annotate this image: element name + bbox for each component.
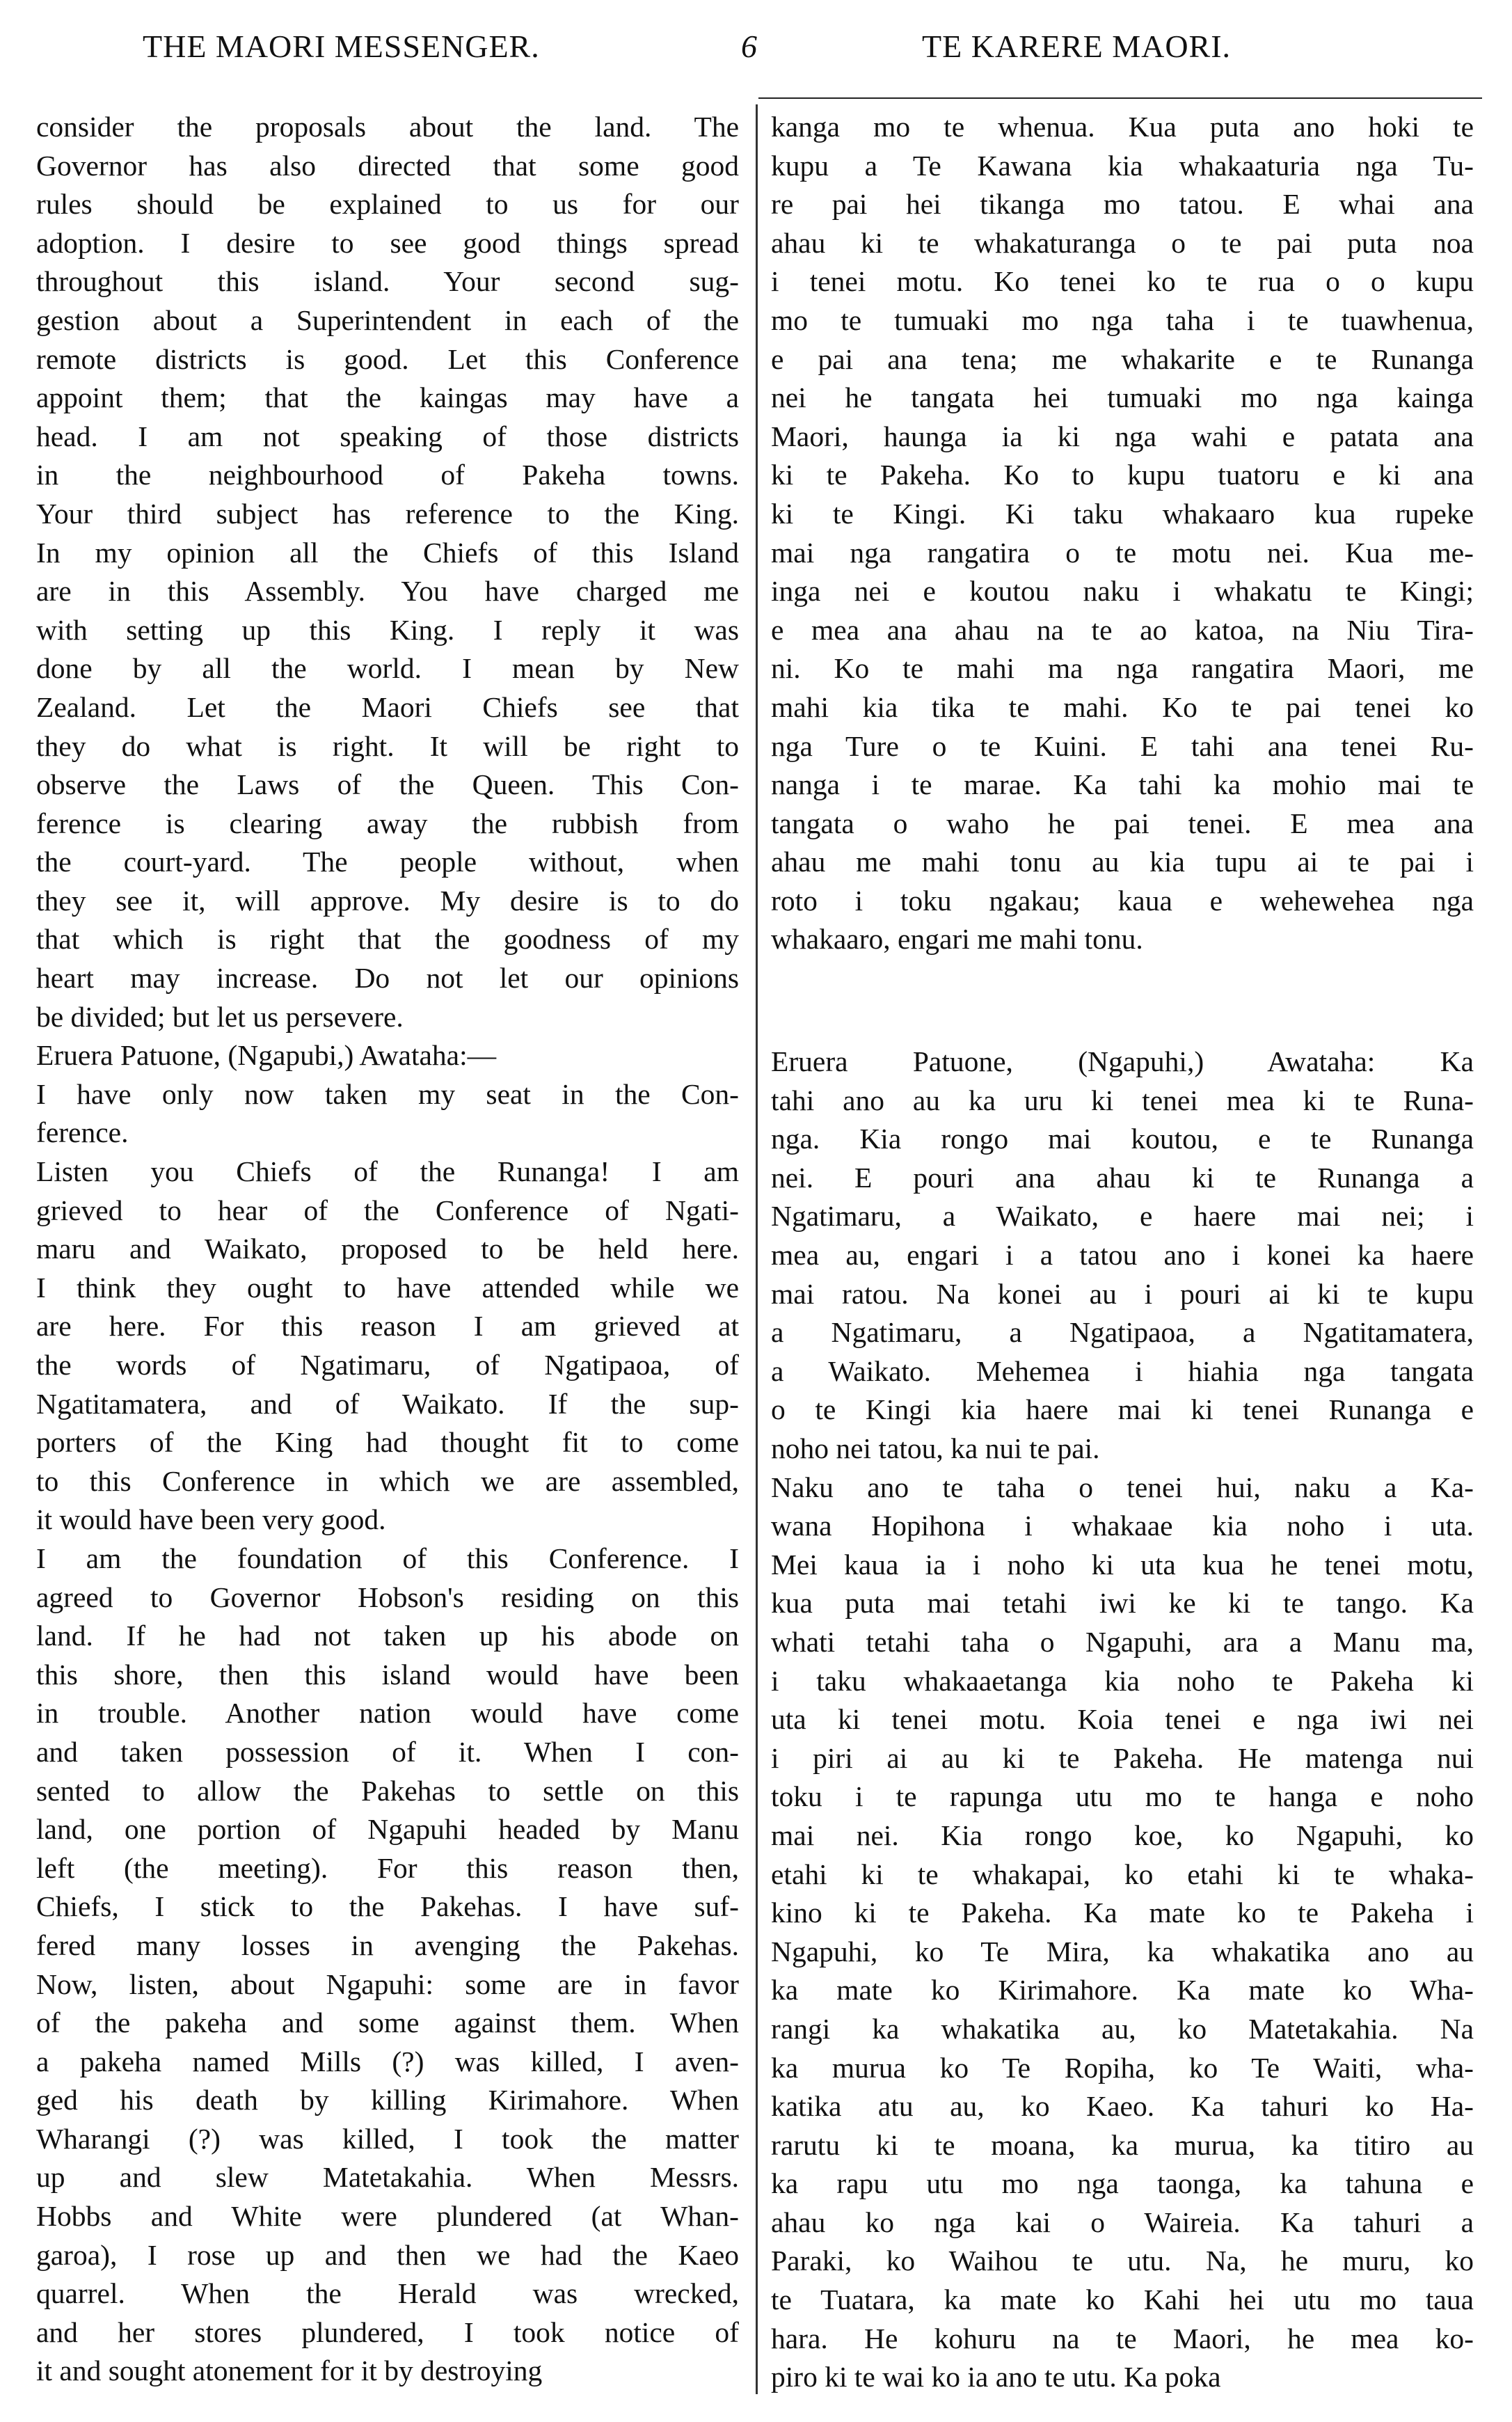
text-line: sented to allow the Pakehas to settle on this: [36, 1774, 739, 1807]
maori-title: TE KARERE MAORI.: [922, 29, 1232, 64]
header-rule: [758, 97, 1482, 99]
text-line: porters of the King had thought fit to come: [36, 1426, 739, 1459]
text-line: that which is right that the goodness of my: [36, 923, 739, 956]
text-line: i tenei motu. Ko tenei ko te rua o o kupu: [771, 265, 1474, 298]
text-line: Eruera Patuone, (Ngapubi,) Awataha:—: [36, 1039, 497, 1072]
text-line: Chiefs, I stick to the Pakehas. I have suf-: [36, 1890, 739, 1923]
text-line: up and slew Matetakahia. When Messrs.: [36, 2161, 739, 2194]
text-line: Your third subject has reference to the King.: [36, 497, 739, 530]
text-line: uta ki tenei motu. Koia tenei e nga iwi nei: [771, 1703, 1474, 1736]
text-line: kanga mo te whenua. Kua puta ano hoki te: [771, 111, 1474, 143]
text-line: quarrel. When the Herald was wrecked,: [36, 2277, 739, 2310]
text-line: mahi kia tika te mahi. Ko te pai tenei ko: [771, 690, 1474, 723]
text-line: te Tuatara, ka mate ko Kahi hei utu mo taua: [771, 2284, 1474, 2316]
text-line: i piri ai au ki te Pakeha. He matenga nui: [771, 1741, 1474, 1774]
text-line: they do what is right. It will be right to: [36, 729, 739, 762]
text-line: Mei kaua ia i noho ki uta kua he tenei motu,: [771, 1548, 1474, 1581]
english-title: THE MAORI MESSENGER.: [143, 29, 540, 64]
text-line: mo te tumuaki mo nga taha i te tuawhenua,: [771, 303, 1474, 336]
text-line: Eruera Patuone, (Ngapuhi,) Awataha: Ka: [771, 1045, 1474, 1078]
text-line: ki te Pakeha. Ko to kupu tuatoru e ki ana: [771, 459, 1474, 491]
text-line: Ngatitamatera, and of Waikato. If the sup-: [36, 1387, 739, 1420]
text-line: this shore, then this island would have been: [36, 1658, 739, 1691]
text-line: Wharangi (?) was killed, I took the matter: [36, 2122, 739, 2155]
text-line: toku i te rapunga utu mo te hanga e noho: [771, 1780, 1474, 1813]
page-number: 6: [741, 29, 758, 64]
text-line: grieved to hear of the Conference of Ngati-: [36, 1194, 739, 1226]
text-line: ki te Kingi. Ki taku whakaaro kua rupeke: [771, 497, 1474, 530]
text-line: fered many losses in avenging the Pakehas.: [36, 1929, 739, 1961]
text-line: ka rapu utu mo nga taonga, ka tahuna e: [771, 2167, 1474, 2200]
text-line: and her stores plundered, I took notice of: [36, 2316, 739, 2348]
text-line: observe the Laws of the Queen. This Con-: [36, 768, 739, 801]
text-line: rarutu ki te moana, ka murua, ka titiro au: [771, 2128, 1474, 2161]
text-line: adoption. I desire to see good things spread: [36, 226, 739, 259]
text-line: remote districts is good. Let this Conference: [36, 342, 739, 375]
text-line: etahi ki te whakapai, ko etahi ki te whaka-: [771, 1858, 1474, 1890]
text-line: whati tetahi taha o Ngapuhi, ara a Manu ma,: [771, 1625, 1474, 1658]
text-line: Zealand. Let the Maori Chiefs see that: [36, 690, 739, 723]
text-line: the court-yard. The people without, when: [36, 846, 739, 878]
text-line: e mea ana ahau na te ao katoa, na Niu Tira-: [771, 613, 1474, 646]
text-line: whakaaro, engari me mahi tonu.: [771, 923, 1143, 956]
text-line: a Waikato. Mehemea i hiahia nga tangata: [771, 1354, 1474, 1387]
english-column: [36, 108, 739, 2391]
text-line: ahau ki te whakaturanga o te pai puta noa: [771, 226, 1474, 259]
text-line: noho nei tatou, ka nui te pai.: [771, 1432, 1100, 1464]
text-line: of the pakeha and some against them. When: [36, 2007, 739, 2039]
text-line: ka mate ko Kirimahore. Ka mate ko Wha-: [771, 1974, 1474, 2007]
text-line: e pai ana tena; me whakarite e te Runanga: [771, 342, 1474, 375]
text-line: ka murua ko Te Ropiha, ko Te Waiti, wha-: [771, 2051, 1474, 2084]
text-line: land. If he had not taken up his abode on: [36, 1620, 739, 1652]
text-line: a Ngatimaru, a Ngatipaoa, a Ngatitamatera,: [771, 1316, 1474, 1349]
text-line: rangi ka whakatika au, ko Matetakahia. Na: [771, 2012, 1474, 2045]
text-line: ference.: [36, 1116, 129, 1149]
text-line: the words of Ngatimaru, of Ngatipaoa, of: [36, 1349, 739, 1381]
text-line: Naku ano te taha o tenei hui, naku a Ka-: [771, 1471, 1474, 1503]
text-line: Hobbs and White were plundered (at Whan-: [36, 2200, 739, 2233]
text-line: nanga i te marae. Ka tahi ka mohio mai te: [771, 768, 1474, 801]
text-line: I have only now taken my seat in the Con-: [36, 1077, 739, 1110]
text-line: kino ki te Pakeha. Ka mate ko te Pakeha i: [771, 1897, 1474, 1929]
text-line: roto i toku ngakau; kaua e wehewehea nga: [771, 884, 1474, 917]
text-line: re pai hei tikanga mo tatou. E whai ana: [771, 188, 1474, 221]
text-line: wana Hopihona i whakaae kia noho i uta.: [771, 1510, 1474, 1542]
maori-column: [771, 108, 1474, 2397]
text-line: mai nga rangatira o te motu nei. Kua me-: [771, 536, 1474, 569]
text-line: land, one portion of Ngapuhi headed by Manu: [36, 1813, 739, 1846]
text-line: consider the proposals about the land. The: [36, 111, 739, 143]
text-line: appoint them; that the kaingas may have a: [36, 381, 739, 414]
column-divider: [756, 104, 758, 2394]
text-line: i taku whakaaetanga kia noho te Pakeha ki: [771, 1664, 1474, 1697]
text-line: tangata o waho he pai tenei. E mea ana: [771, 807, 1474, 839]
text-line: in trouble. Another nation would have come: [36, 1697, 739, 1730]
text-line: gestion about a Superintendent in each of the: [36, 303, 739, 336]
text-line: to this Conference in which we are assembled,: [36, 1464, 739, 1497]
text-line: agreed to Governor Hobson's residing on this: [36, 1581, 739, 1613]
maori-column-bottom: [771, 1043, 1474, 2397]
text-line: nei. E pouri ana ahau ki te Runanga a: [771, 1161, 1474, 1194]
text-line: done by all the world. I mean by New: [36, 652, 739, 685]
text-line: head. I am not speaking of those districts: [36, 420, 739, 452]
text-line: rules should be explained to us for our: [36, 188, 739, 221]
text-line: In my opinion all the Chiefs of this Island: [36, 536, 739, 569]
text-line: ni. Ko te mahi ma nga rangatira Maori, me: [771, 652, 1474, 685]
text-line: garoa), I rose up and then we had the Kaeo: [36, 2238, 739, 2271]
text-line: ahau ko nga kai o Waireia. Ka tahuri a: [771, 2206, 1474, 2238]
text-line: tahi ano au ka uru ki tenei mea ki te Runa-: [771, 1084, 1474, 1116]
text-line: are in this Assembly. You have charged me: [36, 575, 739, 608]
text-line: it would have been very good.: [36, 1503, 386, 1536]
text-line: throughout this island. Your second sug-: [36, 265, 739, 298]
text-line: are here. For this reason I am grieved at: [36, 1310, 739, 1343]
text-line: nga Ture o te Kuini. E tahi ana tenei Ru-: [771, 729, 1474, 762]
text-line: ged his death by killing Kirimahore. When: [36, 2084, 739, 2116]
page-header: [0, 21, 1512, 77]
text-line: Now, listen, about Ngapuhi: some are in favor: [36, 1968, 739, 2000]
text-line: and taken possession of it. When I con-: [36, 1735, 739, 1768]
text-line: it and sought atonement for it by destroying: [36, 2354, 543, 2387]
text-line: nei he tangata hei tumuaki mo nga kainga: [771, 381, 1474, 414]
text-line: inga nei e koutou naku i whakatu te Kingi;: [771, 575, 1474, 608]
text-line: they see it, will approve. My desire is to do: [36, 884, 739, 917]
text-line: Ngatimaru, a Waikato, e haere mai nei; i: [771, 1200, 1474, 1233]
text-line: heart may increase. Do not let our opinions: [36, 962, 739, 995]
text-line: I am the foundation of this Conference. I: [36, 1542, 739, 1574]
text-line: Listen you Chiefs of the Runanga! I am: [36, 1155, 739, 1188]
text-line: I think they ought to have attended while we: [36, 1271, 739, 1304]
maori-column-top: [771, 108, 1474, 959]
text-line: with setting up this King. I reply it was: [36, 613, 739, 646]
text-line: be divided; but let us persevere.: [36, 1000, 404, 1033]
text-line: o te Kingi kia haere mai ki tenei Runanga e: [771, 1393, 1474, 1426]
text-line: nga. Kia rongo mai koutou, e te Runanga: [771, 1123, 1474, 1155]
text-line: a pakeha named Mills (?) was killed, I aven-: [36, 2045, 739, 2077]
text-line: mai ratou. Na konei au i pouri ai ki te kupu: [771, 1277, 1474, 1310]
text-line: hara. He kohuru na te Maori, he mea ko-: [771, 2322, 1474, 2354]
text-line: kupu a Te Kawana kia whakaaturia nga Tu-: [771, 149, 1474, 182]
text-line: maru and Waikato, proposed to be held here.: [36, 1233, 739, 1265]
text-line: left (the meeting). For this reason then,: [36, 1851, 739, 1884]
text-line: Ngapuhi, ko Te Mira, ka whakatika ano au: [771, 1935, 1474, 1968]
text-line: ference is clearing away the rubbish from: [36, 807, 739, 839]
text-line: Governor has also directed that some good: [36, 149, 739, 182]
text-line: Paraki, ko Waihou te utu. Na, he muru, ko: [771, 2245, 1474, 2277]
text-line: Maori, haunga ia ki nga wahi e patata ana: [771, 420, 1474, 452]
text-line: in the neighbourhood of Pakeha towns.: [36, 459, 739, 491]
text-line: katika atu au, ko Kaeo. Ka tahuri ko Ha-: [771, 2090, 1474, 2123]
text-line: mea au, engari i a tatou ano i konei ka haere: [771, 1239, 1474, 1272]
text-line: kua puta mai tetahi iwi ke ki te tango. Ka: [771, 1587, 1474, 1620]
text-line: mai nei. Kia rongo koe, ko Ngapuhi, ko: [771, 1819, 1474, 1851]
text-line: piro ki te wai ko ia ano te utu. Ka poka: [771, 2361, 1221, 2393]
text-line: ahau me mahi tonu au kia tupu ai te pai i: [771, 846, 1474, 878]
maori-column-gap: [771, 959, 1474, 1043]
